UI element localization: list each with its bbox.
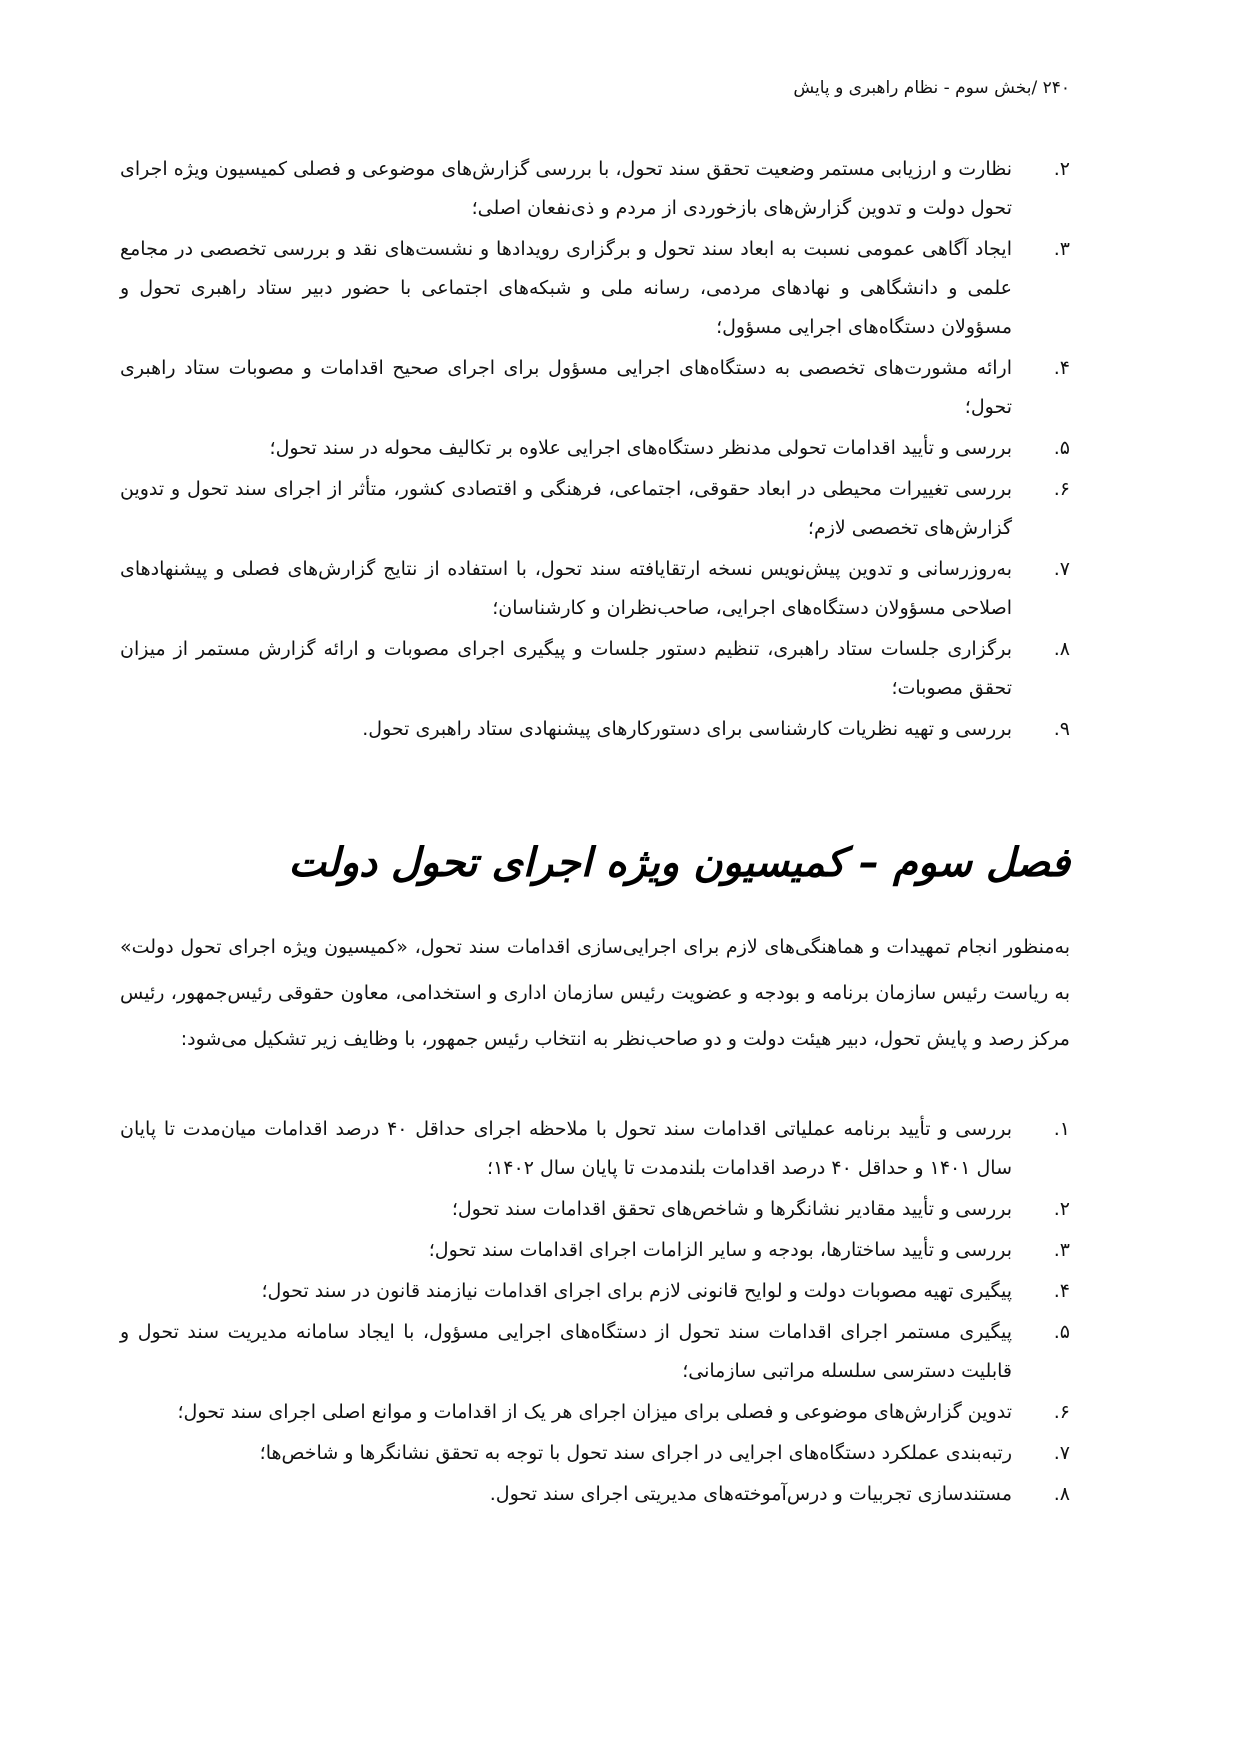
item-number: ۵.	[1053, 437, 1070, 459]
list-item	[120, 1272, 1070, 1311]
list-item	[120, 230, 1070, 347]
item-number: ۴.	[1053, 1280, 1070, 1302]
item-number: ۹.	[1053, 718, 1070, 740]
list-item	[120, 1434, 1070, 1473]
item-number: ۳.	[1053, 238, 1070, 260]
list-item	[120, 1110, 1070, 1188]
item-text: بررسی تغییرات محیطی در ابعاد حقوقی، اجتماعی، فرهنگی و اقتصادی کشور، متأثر از اجرای سند تحول و تدوین گزارش‌های تخصصی لازم؛	[120, 478, 1012, 539]
list-item	[120, 550, 1070, 628]
item-number: ۱.	[1053, 1118, 1070, 1140]
item-text: رتبه‌بندی عملکرد دستگاه‌های اجرایی در اجرای سند تحول با توجه به تحقق نشانگرها و شاخص‌ها؛	[259, 1442, 1012, 1464]
item-text: برگزاری جلسات ستاد راهبری، تنظیم دستور جلسات و پیگیری اجرای مصوبات و ارائه گزارش مستمر از میزان تحقق مصوبات؛	[120, 638, 1012, 699]
item-number: ۲.	[1053, 1198, 1070, 1220]
item-number: ۳.	[1053, 1239, 1070, 1261]
item-text: نظارت و ارزیابی مستمر وضعیت تحقق سند تحول، با بررسی گزارش‌های موضوعی و فصلی کمیسیون ویژه اجرای تحول دولت و تدوین گزارش‌های بازخوردی از مردم و ذی‌نفعان اصلی؛	[120, 158, 1012, 219]
item-text: بررسی و تأیید اقدامات تحولی مدنظر دستگاه‌های اجرایی علاوه بر تکالیف محوله در سند تحول؛	[269, 437, 1012, 459]
header-separator: /	[1031, 78, 1038, 98]
list-item	[120, 630, 1070, 708]
steering-staff-duties-list	[120, 150, 1070, 751]
item-text: تدوین گزارش‌های موضوعی و فصلی برای میزان اجرای هر یک از اقدامات و موانع اصلی اجرای سند تحول؛	[177, 1401, 1012, 1423]
item-number: ۸.	[1053, 638, 1070, 660]
item-text: بررسی و تهیه نظریات کارشناسی برای دستورکارهای پیشنهادی ستاد راهبری تحول.	[362, 718, 1012, 740]
item-number: ۶.	[1053, 478, 1070, 500]
intro-paragraph: به‌منظور انجام تمهیدات و هماهنگی‌های لازم برای اجرایی‌سازی اقدامات سند تحول، «کمیسیون ویژه اجرای تحول دولت» به ریاست رئیس سازمان برنامه و بودجه و عضویت رئیس سازمان اداری و استخدامی، معاون حقوقی رئیس‌جمهور، رئیس مرکز رصد و پایش تحول، دبیر هیئت دولت و دو صاحب‌نظر به انتخاب رئیس جمهور، با وظایف زیر تشکیل می‌شود:	[120, 936, 1070, 1050]
list-item	[120, 1313, 1070, 1391]
list-item	[120, 470, 1070, 548]
item-text: بررسی و تأیید مقادیر نشانگرها و شاخص‌های تحقق اقدامات سند تحول؛	[451, 1198, 1012, 1220]
item-text: بررسی و تأیید ساختارها، بودجه و سایر الزامات اجرای اقدامات سند تحول؛	[428, 1239, 1012, 1261]
item-text: ایجاد آگاهی عمومی نسبت به ابعاد سند تحول و برگزاری رویدادها و نشست‌های نقد و بررسی تخصصی در مجامع علمی و دانشگاهی و نهادهای مردمی، رسانه ملی و شبکه‌های اجتماعی با حضور دبیر ستاد راهبری تحول و مسؤولان دستگاه‌های اجرایی مسؤول؛	[120, 238, 1012, 338]
item-number: ۷.	[1053, 1442, 1070, 1464]
list-item	[120, 349, 1070, 427]
item-text: به‌روزرسانی و تدوین پیش‌نویس نسخه ارتقایافته سند تحول، با استفاده از نتایج گزارش‌های فصلی و پیشنهادهای اصلاحی مسؤولان دستگاه‌های اجرایی، صاحب‌نظران و کارشناسان؛	[120, 558, 1012, 619]
commission-duties-list	[120, 1110, 1070, 1516]
item-number: ۴.	[1053, 357, 1070, 379]
list-item	[120, 150, 1070, 228]
list-item	[120, 429, 1070, 468]
list-item	[120, 710, 1070, 749]
list-item	[120, 1393, 1070, 1432]
item-text: بررسی و تأیید برنامه عملیاتی اقدامات سند تحول با ملاحظه اجرای حداقل ۴۰ درصد اقدامات میان‌مدت تا پایان سال ۱۴۰۱ و حداقل ۴۰ درصد اقدامات بلندمدت تا پایان سال ۱۴۰۲؛	[120, 1118, 1012, 1179]
list-item	[120, 1475, 1070, 1514]
item-number: ۸.	[1053, 1483, 1070, 1505]
item-number: ۲.	[1053, 158, 1070, 180]
item-number: ۷.	[1053, 558, 1070, 580]
running-header	[793, 76, 1070, 100]
item-text: مستندسازی تجربیات و درس‌آموخته‌های مدیریتی اجرای سند تحول.	[489, 1483, 1012, 1505]
list-item	[120, 1231, 1070, 1270]
section-title: بخش سوم - نظام راهبری و پایش	[793, 78, 1032, 98]
item-text: پیگیری مستمر اجرای اقدامات سند تحول از دستگاه‌های اجرایی مسؤول، با ایجاد سامانه مدیریت سند تحول و قابلیت دسترسی سلسله مراتبی سازمانی؛	[120, 1321, 1012, 1382]
item-text: پیگیری تهیه مصوبات دولت و لوایح قانونی لازم برای اجرای اقدامات نیازمند قانون در سند تحول؛	[261, 1280, 1012, 1302]
item-number: ۶.	[1053, 1401, 1070, 1423]
list-item	[120, 1190, 1070, 1229]
item-text: ارائه مشورت‌های تخصصی به دستگاه‌های اجرایی مسؤول برای اجرای صحیح اقدامات و مصوبات ستاد راهبری تحول؛	[120, 357, 1012, 418]
chapter-heading: فصل سوم – کمیسیون ویژه اجرای تحول دولت	[288, 840, 1070, 887]
item-number: ۵.	[1053, 1321, 1070, 1343]
page-number: ۲۴۰	[1042, 78, 1070, 98]
